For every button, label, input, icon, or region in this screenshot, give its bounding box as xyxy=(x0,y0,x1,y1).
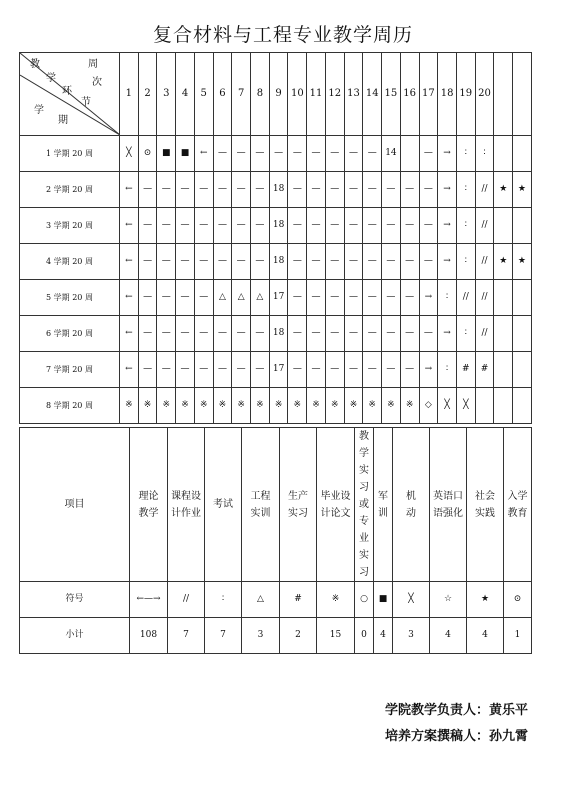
schedule-cell: — xyxy=(176,316,195,352)
subtotal-cell: 2 xyxy=(280,618,317,654)
corner-label-xue2: 学 xyxy=(34,105,44,116)
schedule-cell: △ xyxy=(213,280,232,316)
schedule-cell: — xyxy=(176,208,195,244)
schedule-cell: → xyxy=(419,352,438,388)
schedule-cell xyxy=(494,208,513,244)
header-corner-cell xyxy=(20,53,120,136)
schedule-cell: — xyxy=(382,172,401,208)
summary-subtotal-row xyxy=(20,618,532,654)
item-name-cell xyxy=(130,428,168,582)
item-name-cell xyxy=(317,428,355,582)
schedule-cell: — xyxy=(157,316,176,352)
semester-row xyxy=(20,388,532,424)
schedule-cell: — xyxy=(194,208,213,244)
schedule-cell: ※ xyxy=(120,388,139,424)
schedule-cell: → xyxy=(438,244,457,280)
symbol-cell: ←—→ xyxy=(130,582,168,618)
schedule-cell: ※ xyxy=(382,388,401,424)
schedule-cell: ■ xyxy=(157,136,176,172)
schedule-cell: — xyxy=(344,352,363,388)
item-name-line: 教学 xyxy=(138,507,159,519)
schedule-cell: — xyxy=(307,316,326,352)
schedule-cell: — xyxy=(307,244,326,280)
schedule-cell: — xyxy=(213,244,232,280)
corner-label-xue: 学 xyxy=(46,73,56,84)
symbol-cell: ⊙ xyxy=(504,582,532,618)
item-name-cell xyxy=(430,428,467,582)
item-name-line: 实习 xyxy=(288,507,308,519)
schedule-cell: ★ xyxy=(494,172,513,208)
schedule-cell: — xyxy=(400,352,419,388)
item-name-line: 军 xyxy=(378,490,388,502)
schedule-cell: — xyxy=(157,172,176,208)
schedule-cell: // xyxy=(456,280,475,316)
schedule-cell xyxy=(494,136,513,172)
symbol-cell: # xyxy=(280,582,317,618)
schedule-cell: ※ xyxy=(213,388,232,424)
item-name-line: 英语口 xyxy=(433,490,463,502)
week-header: 16 xyxy=(400,53,419,136)
schedule-cell: — xyxy=(288,244,307,280)
schedule-cell: — xyxy=(138,280,157,316)
schedule-cell: ← xyxy=(120,280,139,316)
item-name-line: 机 xyxy=(406,490,416,502)
schedule-cell: // xyxy=(475,172,494,208)
semester-label: 7 学期 20 周 xyxy=(20,352,120,388)
symbol-cell: ☆ xyxy=(430,582,467,618)
item-name-line: 课程设 xyxy=(171,490,201,502)
schedule-cell xyxy=(513,136,532,172)
week-header: 9 xyxy=(269,53,288,136)
schedule-cell: — xyxy=(213,352,232,388)
schedule-cell xyxy=(513,208,532,244)
schedule-cell: — xyxy=(363,208,382,244)
schedule-cell: ★ xyxy=(494,244,513,280)
schedule-cell: — xyxy=(288,208,307,244)
item-name-line: 计作业 xyxy=(171,507,201,519)
schedule-cell: — xyxy=(344,244,363,280)
schedule-cell: — xyxy=(288,280,307,316)
item-name-line: 业实习 xyxy=(359,533,369,578)
symbol-cell: △ xyxy=(242,582,280,618)
schedule-cell: — xyxy=(232,172,251,208)
schedule-cell: — xyxy=(400,244,419,280)
schedule-cell: — xyxy=(157,208,176,244)
schedule-cell: — xyxy=(251,172,270,208)
schedule-cell: — xyxy=(251,316,270,352)
item-name-line: 语强化 xyxy=(433,507,463,519)
schedule-cell: ※ xyxy=(232,388,251,424)
schedule-cell: — xyxy=(194,316,213,352)
week-header: 8 xyxy=(251,53,270,136)
schedule-cell: // xyxy=(475,280,494,316)
symbol-cell: ∶ xyxy=(205,582,242,618)
schedule-cell: — xyxy=(382,208,401,244)
item-name-cell xyxy=(355,428,374,582)
item-name-line: 动 xyxy=(406,507,416,519)
item-name-line: 生产 xyxy=(288,490,308,502)
schedule-cell: — xyxy=(325,172,344,208)
item-name-cell xyxy=(467,428,504,582)
schedule-cell: ※ xyxy=(138,388,157,424)
schedule-cell: ※ xyxy=(288,388,307,424)
symbol-cell: ○ xyxy=(355,582,374,618)
schedule-cell: — xyxy=(382,316,401,352)
week-header: 3 xyxy=(157,53,176,136)
corner-label-jiao: 教 xyxy=(30,59,40,70)
item-name-cell xyxy=(393,428,430,582)
item-name-line: 毕业设 xyxy=(320,490,351,502)
semester-row xyxy=(20,316,532,352)
schedule-cell: — xyxy=(307,172,326,208)
schedule-cell: — xyxy=(419,316,438,352)
schedule-cell: — xyxy=(325,136,344,172)
schedule-cell: ◇ xyxy=(419,388,438,424)
semester-label: 5 学期 20 周 xyxy=(20,280,120,316)
schedule-cell: — xyxy=(194,352,213,388)
schedule-cell: — xyxy=(363,316,382,352)
schedule-cell: — xyxy=(307,352,326,388)
schedule-cell: 18 xyxy=(269,208,288,244)
schedule-cell: — xyxy=(363,172,382,208)
semester-label: 4 学期 20 周 xyxy=(20,244,120,280)
schedule-cell: — xyxy=(363,352,382,388)
item-name-line: 教育 xyxy=(507,507,528,519)
symbol-cell: ★ xyxy=(467,582,504,618)
semester-row xyxy=(20,136,532,172)
schedule-cell: — xyxy=(194,244,213,280)
schedule-cell: — xyxy=(325,352,344,388)
schedule-cell: ← xyxy=(120,316,139,352)
schedule-cell: — xyxy=(138,172,157,208)
item-name-cell xyxy=(374,428,393,582)
week-header: 6 xyxy=(213,53,232,136)
summary-table xyxy=(19,427,532,654)
schedule-cell: ╳ xyxy=(120,136,139,172)
schedule-cell: ← xyxy=(120,208,139,244)
schedule-cell: — xyxy=(176,244,195,280)
item-name-line: 考试 xyxy=(213,499,233,510)
schedule-cell: # xyxy=(475,352,494,388)
page-title: 复合材料与工程专业教学周历 xyxy=(152,24,413,46)
subtotal-cell: 0 xyxy=(355,618,374,654)
schedule-cell: — xyxy=(344,172,363,208)
semester-label: 6 学期 20 周 xyxy=(20,316,120,352)
subtotal-header: 小计 xyxy=(20,618,130,654)
schedule-cell: — xyxy=(138,208,157,244)
schedule-cell: — xyxy=(307,208,326,244)
week-header: 11 xyxy=(307,53,326,136)
schedule-cell: — xyxy=(419,136,438,172)
schedule-cell: 18 xyxy=(269,316,288,352)
schedule-cell: — xyxy=(363,280,382,316)
schedule-cell xyxy=(513,388,532,424)
schedule-cell: → xyxy=(438,208,457,244)
item-name-line: 工程 xyxy=(250,490,271,502)
schedule-cell xyxy=(494,280,513,316)
item-name-line: 教学实 xyxy=(359,431,369,476)
week-header: 13 xyxy=(344,53,363,136)
schedule-cell xyxy=(513,352,532,388)
subtotal-cell: 3 xyxy=(393,618,430,654)
item-name-line: 计论文 xyxy=(320,507,351,519)
week-header: 2 xyxy=(138,53,157,136)
schedule-cell: — xyxy=(213,208,232,244)
week-header xyxy=(494,53,513,136)
schedule-cell: ※ xyxy=(194,388,213,424)
semester-label: 3 学期 20 周 xyxy=(20,208,120,244)
week-header: 7 xyxy=(232,53,251,136)
author-signature: 培养方案撰稿人：孙九霄 xyxy=(384,729,528,744)
schedule-cell: — xyxy=(382,280,401,316)
schedule-cell: — xyxy=(213,316,232,352)
schedule-cell: — xyxy=(251,136,270,172)
schedule-cell: ← xyxy=(120,172,139,208)
schedule-cell: ╳ xyxy=(438,388,457,424)
corner-label-ci: 次 xyxy=(92,77,102,88)
schedule-cell: ★ xyxy=(513,244,532,280)
schedule-cell: — xyxy=(232,136,251,172)
semester-row xyxy=(20,172,532,208)
schedule-cell: — xyxy=(176,352,195,388)
schedule-cell xyxy=(475,388,494,424)
schedule-cell: → xyxy=(438,136,457,172)
schedule-cell: — xyxy=(307,280,326,316)
symbol-header: 符号 xyxy=(20,582,130,618)
schedule-cell: // xyxy=(475,208,494,244)
schedule-cell: — xyxy=(307,136,326,172)
schedule-cell: — xyxy=(288,352,307,388)
symbol-cell: // xyxy=(168,582,205,618)
schedule-cell: — xyxy=(232,316,251,352)
schedule-cell: ※ xyxy=(251,388,270,424)
week-header xyxy=(513,53,532,136)
week-header: 15 xyxy=(382,53,401,136)
item-name-line: 理论 xyxy=(138,490,159,502)
corner-label-zhou: 周 xyxy=(88,59,98,70)
schedule-cell: — xyxy=(176,280,195,316)
schedule-cell: ※ xyxy=(157,388,176,424)
schedule-cell: △ xyxy=(232,280,251,316)
semester-label: 2 学期 20 周 xyxy=(20,172,120,208)
schedule-cell: — xyxy=(400,208,419,244)
schedule-cell: — xyxy=(138,244,157,280)
schedule-cell: → xyxy=(438,172,457,208)
dean-signature: 学院教学负责人：黄乐平 xyxy=(384,703,528,718)
subtotal-cell: 4 xyxy=(430,618,467,654)
semester-row xyxy=(20,280,532,316)
schedule-cell: — xyxy=(157,244,176,280)
schedule-cell: — xyxy=(419,172,438,208)
schedule-cell: 17 xyxy=(269,280,288,316)
schedule-cell: ∶ xyxy=(475,136,494,172)
schedule-cell: ∶ xyxy=(456,136,475,172)
week-header: 4 xyxy=(176,53,195,136)
schedule-cell: — xyxy=(344,208,363,244)
schedule-cell: — xyxy=(344,316,363,352)
item-name-line: 训 xyxy=(378,507,388,519)
corner-label-jie: 节 xyxy=(81,97,91,108)
schedule-cell: — xyxy=(269,136,288,172)
item-name-cell xyxy=(280,428,317,582)
schedule-cell: — xyxy=(400,316,419,352)
corner-label-qi: 期 xyxy=(58,115,68,126)
schedule-cell: — xyxy=(325,208,344,244)
schedule-cell: — xyxy=(194,280,213,316)
semester-label: 1 学期 20 周 xyxy=(20,136,120,172)
item-name-cell xyxy=(242,428,280,582)
schedule-cell: ∶ xyxy=(438,280,457,316)
semester-label: 8 学期 20 周 xyxy=(20,388,120,424)
schedule-cell: ← xyxy=(194,136,213,172)
week-header: 19 xyxy=(456,53,475,136)
schedule-cell: — xyxy=(157,352,176,388)
item-name-line: 实践 xyxy=(475,507,495,519)
schedule-cell: — xyxy=(325,280,344,316)
item-name-cell xyxy=(205,428,242,582)
schedule-cell: ∶ xyxy=(456,172,475,208)
schedule-cell: 18 xyxy=(269,172,288,208)
week-header: 14 xyxy=(363,53,382,136)
semester-row xyxy=(20,352,532,388)
schedule-cell: ⊙ xyxy=(138,136,157,172)
schedule-cell: ∶ xyxy=(456,208,475,244)
schedule-cell xyxy=(494,352,513,388)
corner-label-huan: 环 xyxy=(62,86,72,97)
summary-item-row xyxy=(20,428,532,582)
schedule-cell: ※ xyxy=(400,388,419,424)
schedule-cell: ※ xyxy=(269,388,288,424)
schedule-cell xyxy=(400,136,419,172)
subtotal-cell: 3 xyxy=(242,618,280,654)
schedule-cell: ∶ xyxy=(438,352,457,388)
semester-row xyxy=(20,244,532,280)
schedule-cell xyxy=(494,316,513,352)
schedule-cell: ※ xyxy=(325,388,344,424)
schedule-cell: — xyxy=(213,172,232,208)
schedule-cell: — xyxy=(157,280,176,316)
semester-row xyxy=(20,208,532,244)
schedule-cell: — xyxy=(363,136,382,172)
schedule-cell: ※ xyxy=(363,388,382,424)
schedule-cell: // xyxy=(475,316,494,352)
schedule-cell: — xyxy=(325,316,344,352)
schedule-cell: — xyxy=(288,136,307,172)
schedule-cell: // xyxy=(475,244,494,280)
item-name-cell xyxy=(504,428,532,582)
schedule-cell: → xyxy=(419,280,438,316)
schedule-cell: — xyxy=(194,172,213,208)
schedule-cell: ∶ xyxy=(456,316,475,352)
schedule-cell: — xyxy=(344,136,363,172)
schedule-cell: — xyxy=(419,208,438,244)
week-header: 18 xyxy=(438,53,457,136)
item-header: 项目 xyxy=(20,428,130,582)
schedule-cell: ※ xyxy=(176,388,195,424)
schedule-cell: 17 xyxy=(269,352,288,388)
schedule-cell: ■ xyxy=(176,136,195,172)
schedule-cell: → xyxy=(438,316,457,352)
week-header: 5 xyxy=(194,53,213,136)
symbol-cell: ■ xyxy=(374,582,393,618)
schedule-cell: — xyxy=(232,244,251,280)
subtotal-cell: 7 xyxy=(205,618,242,654)
week-header: 17 xyxy=(419,53,438,136)
symbol-cell: ╳ xyxy=(393,582,430,618)
subtotal-cell: 15 xyxy=(317,618,355,654)
schedule-cell xyxy=(513,316,532,352)
item-name-line: 实训 xyxy=(250,507,271,519)
schedule-cell: — xyxy=(344,280,363,316)
schedule-cell: — xyxy=(138,352,157,388)
schedule-cell: — xyxy=(251,244,270,280)
schedule-cell: — xyxy=(251,208,270,244)
schedule-cell: — xyxy=(232,208,251,244)
subtotal-cell: 7 xyxy=(168,618,205,654)
schedule-cell: — xyxy=(363,244,382,280)
schedule-cell: ★ xyxy=(513,172,532,208)
item-name-line: 社会 xyxy=(475,490,495,502)
schedule-cell: — xyxy=(176,172,195,208)
week-header: 1 xyxy=(120,53,139,136)
schedule-cell: △ xyxy=(251,280,270,316)
schedule-cell: — xyxy=(400,280,419,316)
item-name-line: 习或专 xyxy=(359,482,369,527)
schedule-cell: — xyxy=(382,352,401,388)
schedule-cell: — xyxy=(288,316,307,352)
schedule-cell: — xyxy=(325,244,344,280)
schedule-cell: — xyxy=(213,136,232,172)
schedule-cell: ← xyxy=(120,352,139,388)
schedule-cell: — xyxy=(400,172,419,208)
subtotal-cell: 4 xyxy=(467,618,504,654)
schedule-cell: ← xyxy=(120,244,139,280)
symbol-cell: ※ xyxy=(317,582,355,618)
week-header: 12 xyxy=(325,53,344,136)
schedule-cell: ※ xyxy=(344,388,363,424)
item-name-cell xyxy=(168,428,205,582)
schedule-cell: ※ xyxy=(307,388,326,424)
summary-symbol-row xyxy=(20,582,532,618)
weekly-calendar-table xyxy=(19,52,532,424)
schedule-cell: — xyxy=(251,352,270,388)
schedule-cell: — xyxy=(232,352,251,388)
item-name-line: 入学 xyxy=(507,490,528,502)
schedule-cell: 18 xyxy=(269,244,288,280)
schedule-cell: # xyxy=(456,352,475,388)
schedule-cell: — xyxy=(138,316,157,352)
schedule-cell: ∶ xyxy=(456,244,475,280)
subtotal-cell: 4 xyxy=(374,618,393,654)
schedule-cell xyxy=(494,388,513,424)
subtotal-cell: 108 xyxy=(130,618,168,654)
schedule-cell: 14 xyxy=(382,136,401,172)
schedule-cell xyxy=(513,280,532,316)
week-header: 10 xyxy=(288,53,307,136)
week-header: 20 xyxy=(475,53,494,136)
subtotal-cell: 1 xyxy=(504,618,532,654)
schedule-cell: — xyxy=(288,172,307,208)
schedule-cell: — xyxy=(419,244,438,280)
schedule-cell: — xyxy=(382,244,401,280)
schedule-cell: ╳ xyxy=(456,388,475,424)
